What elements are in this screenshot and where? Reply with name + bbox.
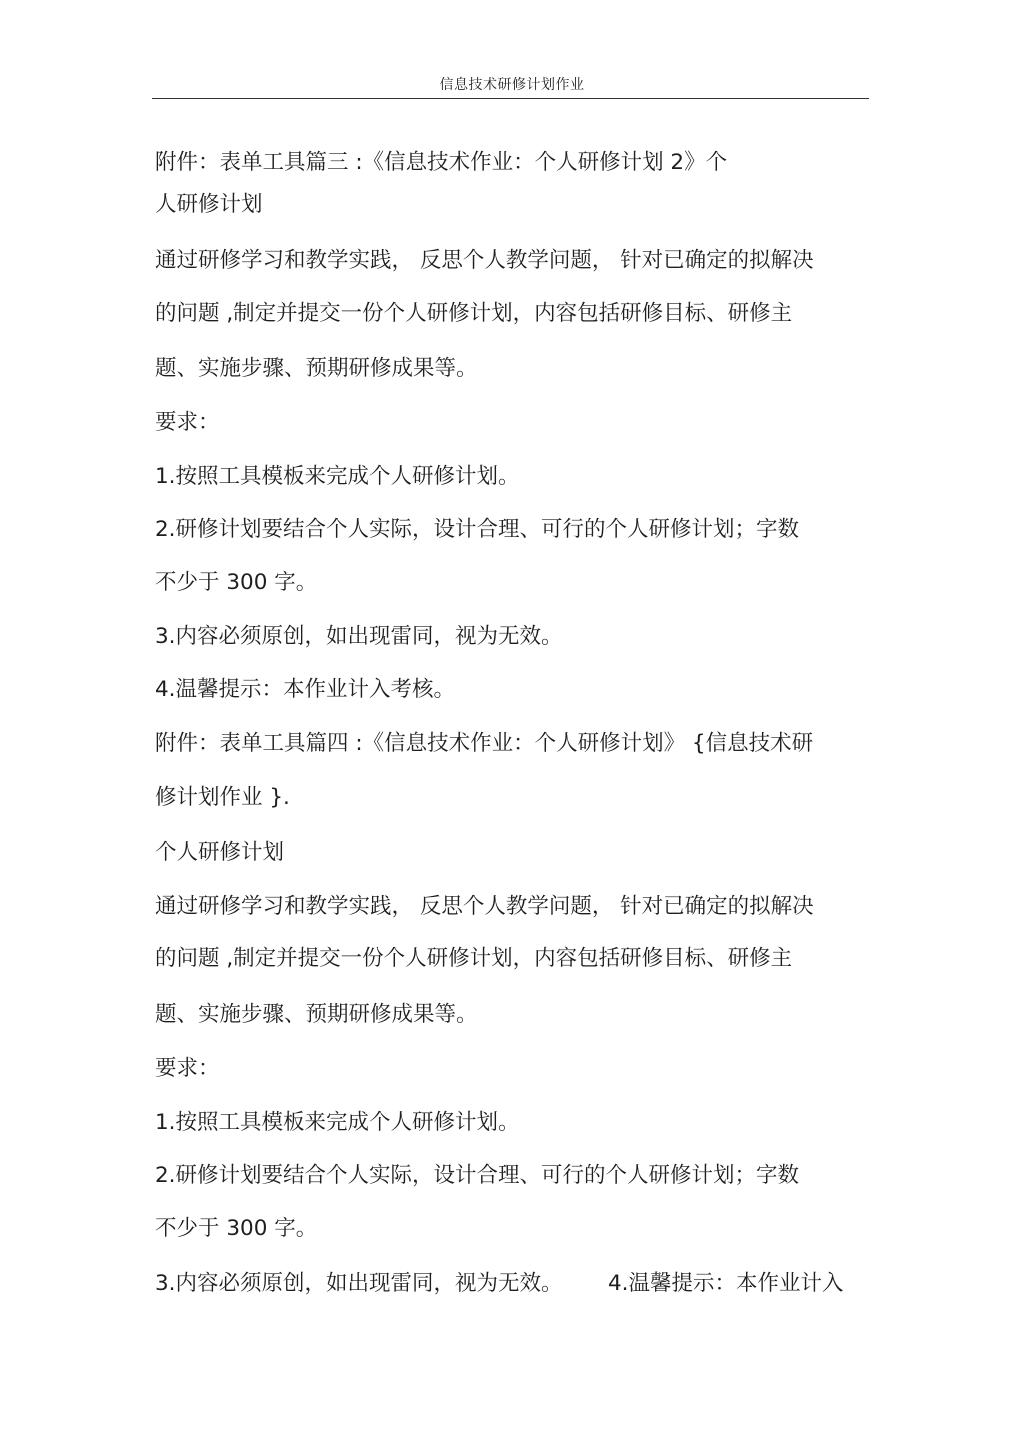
text-line: 4.温馨提示：本作业计入考核。	[155, 677, 456, 702]
text-line: 的问题 ,制定并提交一份个人研修计划，内容包括研修目标、研修主	[155, 301, 793, 326]
text-line-tail: 4.温馨提示：本作业计入	[608, 1271, 844, 1296]
text-line: 题、实施步骤、预期研修成果等。	[155, 356, 478, 381]
text-line: 3.内容必须原创，如出现雷同，视为无效。	[155, 1271, 563, 1296]
text-line: 附件：表单工具篇四 :《信息技术作业：个人研修计划》 {信息技术研	[155, 731, 814, 756]
text-line: 2.研修计划要结合个人实际，设计合理、可行的个人研修计划；字数	[155, 517, 800, 542]
text-line: 不少于 300 字。	[155, 1216, 318, 1241]
text-line: 通过研修学习和教学实践， 反思个人教学问题， 针对已确定的拟解决	[155, 894, 814, 919]
running-header-title: 信息技术研修计划作业	[439, 77, 585, 93]
text-line: 修计划作业 }.	[155, 785, 290, 810]
text-line: 人研修计划	[155, 192, 263, 217]
text-line: 个人研修计划	[155, 840, 285, 865]
text-line: 通过研修学习和教学实践， 反思个人教学问题， 针对已确定的拟解决	[155, 248, 814, 273]
text-line: 3.内容必须原创，如出现雷同，视为无效。	[155, 624, 563, 649]
text-line: 1.按照工具模板来完成个人研修计划。	[155, 464, 520, 489]
text-line: 不少于 300 字。	[155, 570, 318, 595]
text-line: 要求：	[155, 410, 220, 435]
text-line: 附件：表单工具篇三 :《信息技术作业：个人研修计划 2》个	[155, 150, 728, 175]
text-line: 题、实施步骤、预期研修成果等。	[155, 1002, 478, 1027]
header-divider	[152, 98, 869, 99]
text-line: 的问题 ,制定并提交一份个人研修计划，内容包括研修目标、研修主	[155, 946, 793, 971]
text-line: 要求：	[155, 1056, 220, 1081]
text-line: 1.按照工具模板来完成个人研修计划。	[155, 1110, 520, 1135]
text-line: 2.研修计划要结合个人实际，设计合理、可行的个人研修计划；字数	[155, 1163, 800, 1188]
